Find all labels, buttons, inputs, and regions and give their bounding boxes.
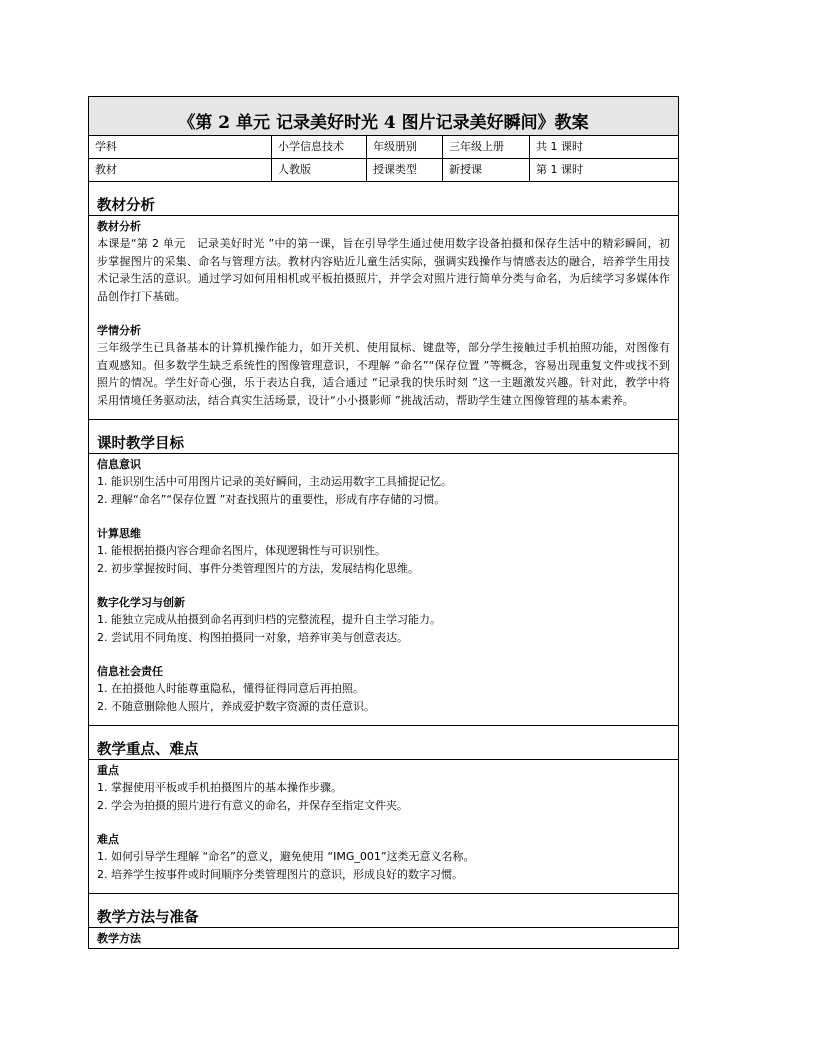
info-cell: 学科 — [89, 136, 272, 158]
list-item: 1. 在拍摄他人时能尊重隐私，懂得征得同意后再拍照。 — [97, 682, 364, 695]
list-item: 1. 能独立完成从拍摄到命名再到归档的完整流程，提升自主学习能力。 — [97, 613, 441, 626]
info-cell: 共 1 课时 — [536, 140, 583, 153]
subheading-methods: 教学方法 — [97, 932, 141, 945]
info-cell: 年级册别 — [367, 136, 443, 158]
section-heading-keypoints: 教学重点、难点 — [89, 740, 678, 760]
list-item: 2. 培养学生按事件或时间顺序分类管理图片的意识，形成良好的数字习惯。 — [97, 867, 463, 881]
subheading-objective: 数字化学习与创新 — [97, 596, 185, 609]
info-row-textbook — [89, 159, 678, 182]
subheading-objective: 信息社会责任 — [97, 665, 163, 678]
list-item: 2. 尝试用不同角度、构图拍摄同一对象，培养审美与创意表达。 — [97, 630, 408, 644]
info-cell: 第 1 课时 — [536, 163, 583, 176]
list-item: 2. 初步掌握按时间、事件分类管理图片的方法，发展结构化思维。 — [97, 561, 419, 575]
list-item: 1. 如何引导学生理解 “命名”的意义，避免使用 “IMG_001”这类无意义名称。 — [97, 850, 475, 863]
section-heading-methods: 教学方法与准备 — [89, 908, 678, 928]
info-cell: 人教版 — [272, 159, 367, 181]
subheading-keypoint: 重点 — [97, 764, 119, 777]
section-body-keypoints — [89, 760, 678, 894]
list-item: 2. 学会为拍摄的照片进行有意义的命名，并保存至指定文件夹。 — [97, 798, 408, 812]
lesson-plan-table — [88, 96, 679, 949]
info-cell: 小学信息技术 — [272, 136, 367, 158]
list-item: 1. 能识别生活中可用图片记录的美好瞬间，主动运用数字工具捕捉记忆。 — [97, 475, 452, 488]
section-heading-objectives: 课时教学目标 — [89, 434, 678, 454]
paragraph-learner-analysis: 三年级学生已具备基本的计算机操作能力，如开关机、使用鼠标、键盘等，部分学生接触过手机拍照功能，对图像有直观感知。但多数学生缺乏系统性的图像管理意识，不理解 “命名”“保存位置 ”等概念，容易出现重复文件或找不到照片的情况。学生好奇心强，乐于表达自我，适合通过 “记录我的快乐时刻 ”这一主题激发兴趣。针对此，教学中将采用情境任务驱动法，结合真实生活场景，设计“小小摄影师 ”挑战活动，帮助学生建立图像管理的基本素养。 — [97, 341, 670, 407]
list-item: 1. 能根据拍摄内容合理命名图片，体现逻辑性与可识别性。 — [97, 544, 386, 557]
info-cell: 三年级上册 — [443, 136, 530, 158]
paragraph-textbook-analysis: 本课是“第 2 单元 记录美好时光 ”中的第一课，旨在引导学生通过使用数字设备拍摄和保存生活中的精彩瞬间，初步掌握图片的采集、命名与管理方法。教材内容贴近儿童生活实际，强调实践操作与情感表达的融合，培养学生用技术记录生活的意识。通过学习如何用相机或平板拍摄照片，并学会对照片进行简单分类与命名，为后续学习多媒体作品创作打下基础。 — [97, 237, 670, 303]
section-body-objectives — [89, 454, 678, 726]
list-item: 1. 掌握使用平板或手机拍摄图片的基本操作步骤。 — [97, 781, 342, 794]
section-heading-analysis: 教材分析 — [89, 196, 678, 216]
section-body-analysis — [89, 216, 678, 420]
info-cell: 新授课 — [443, 159, 530, 181]
subheading-learner-analysis: 学情分析 — [97, 324, 141, 337]
info-cell: 授课类型 — [367, 159, 443, 181]
subheading-objective: 信息意识 — [97, 458, 141, 471]
subheading-objective: 计算思维 — [97, 527, 141, 540]
list-item: 2. 理解“命名”“保存位置 ”对查找照片的重要性，形成有序存储的习惯。 — [97, 492, 446, 506]
info-row-subject — [89, 136, 678, 159]
subheading-textbook-analysis: 教材分析 — [97, 220, 141, 233]
document-title: 《第 2 单元 记录美好时光 4 图片记录美好瞬间》教案 — [89, 97, 678, 136]
info-cell: 教材 — [89, 159, 272, 181]
subheading-keypoint: 难点 — [97, 833, 119, 846]
list-item: 2. 不随意删除他人照片，养成爱护数字资源的责任意识。 — [97, 699, 375, 713]
section-body-methods — [89, 928, 678, 948]
